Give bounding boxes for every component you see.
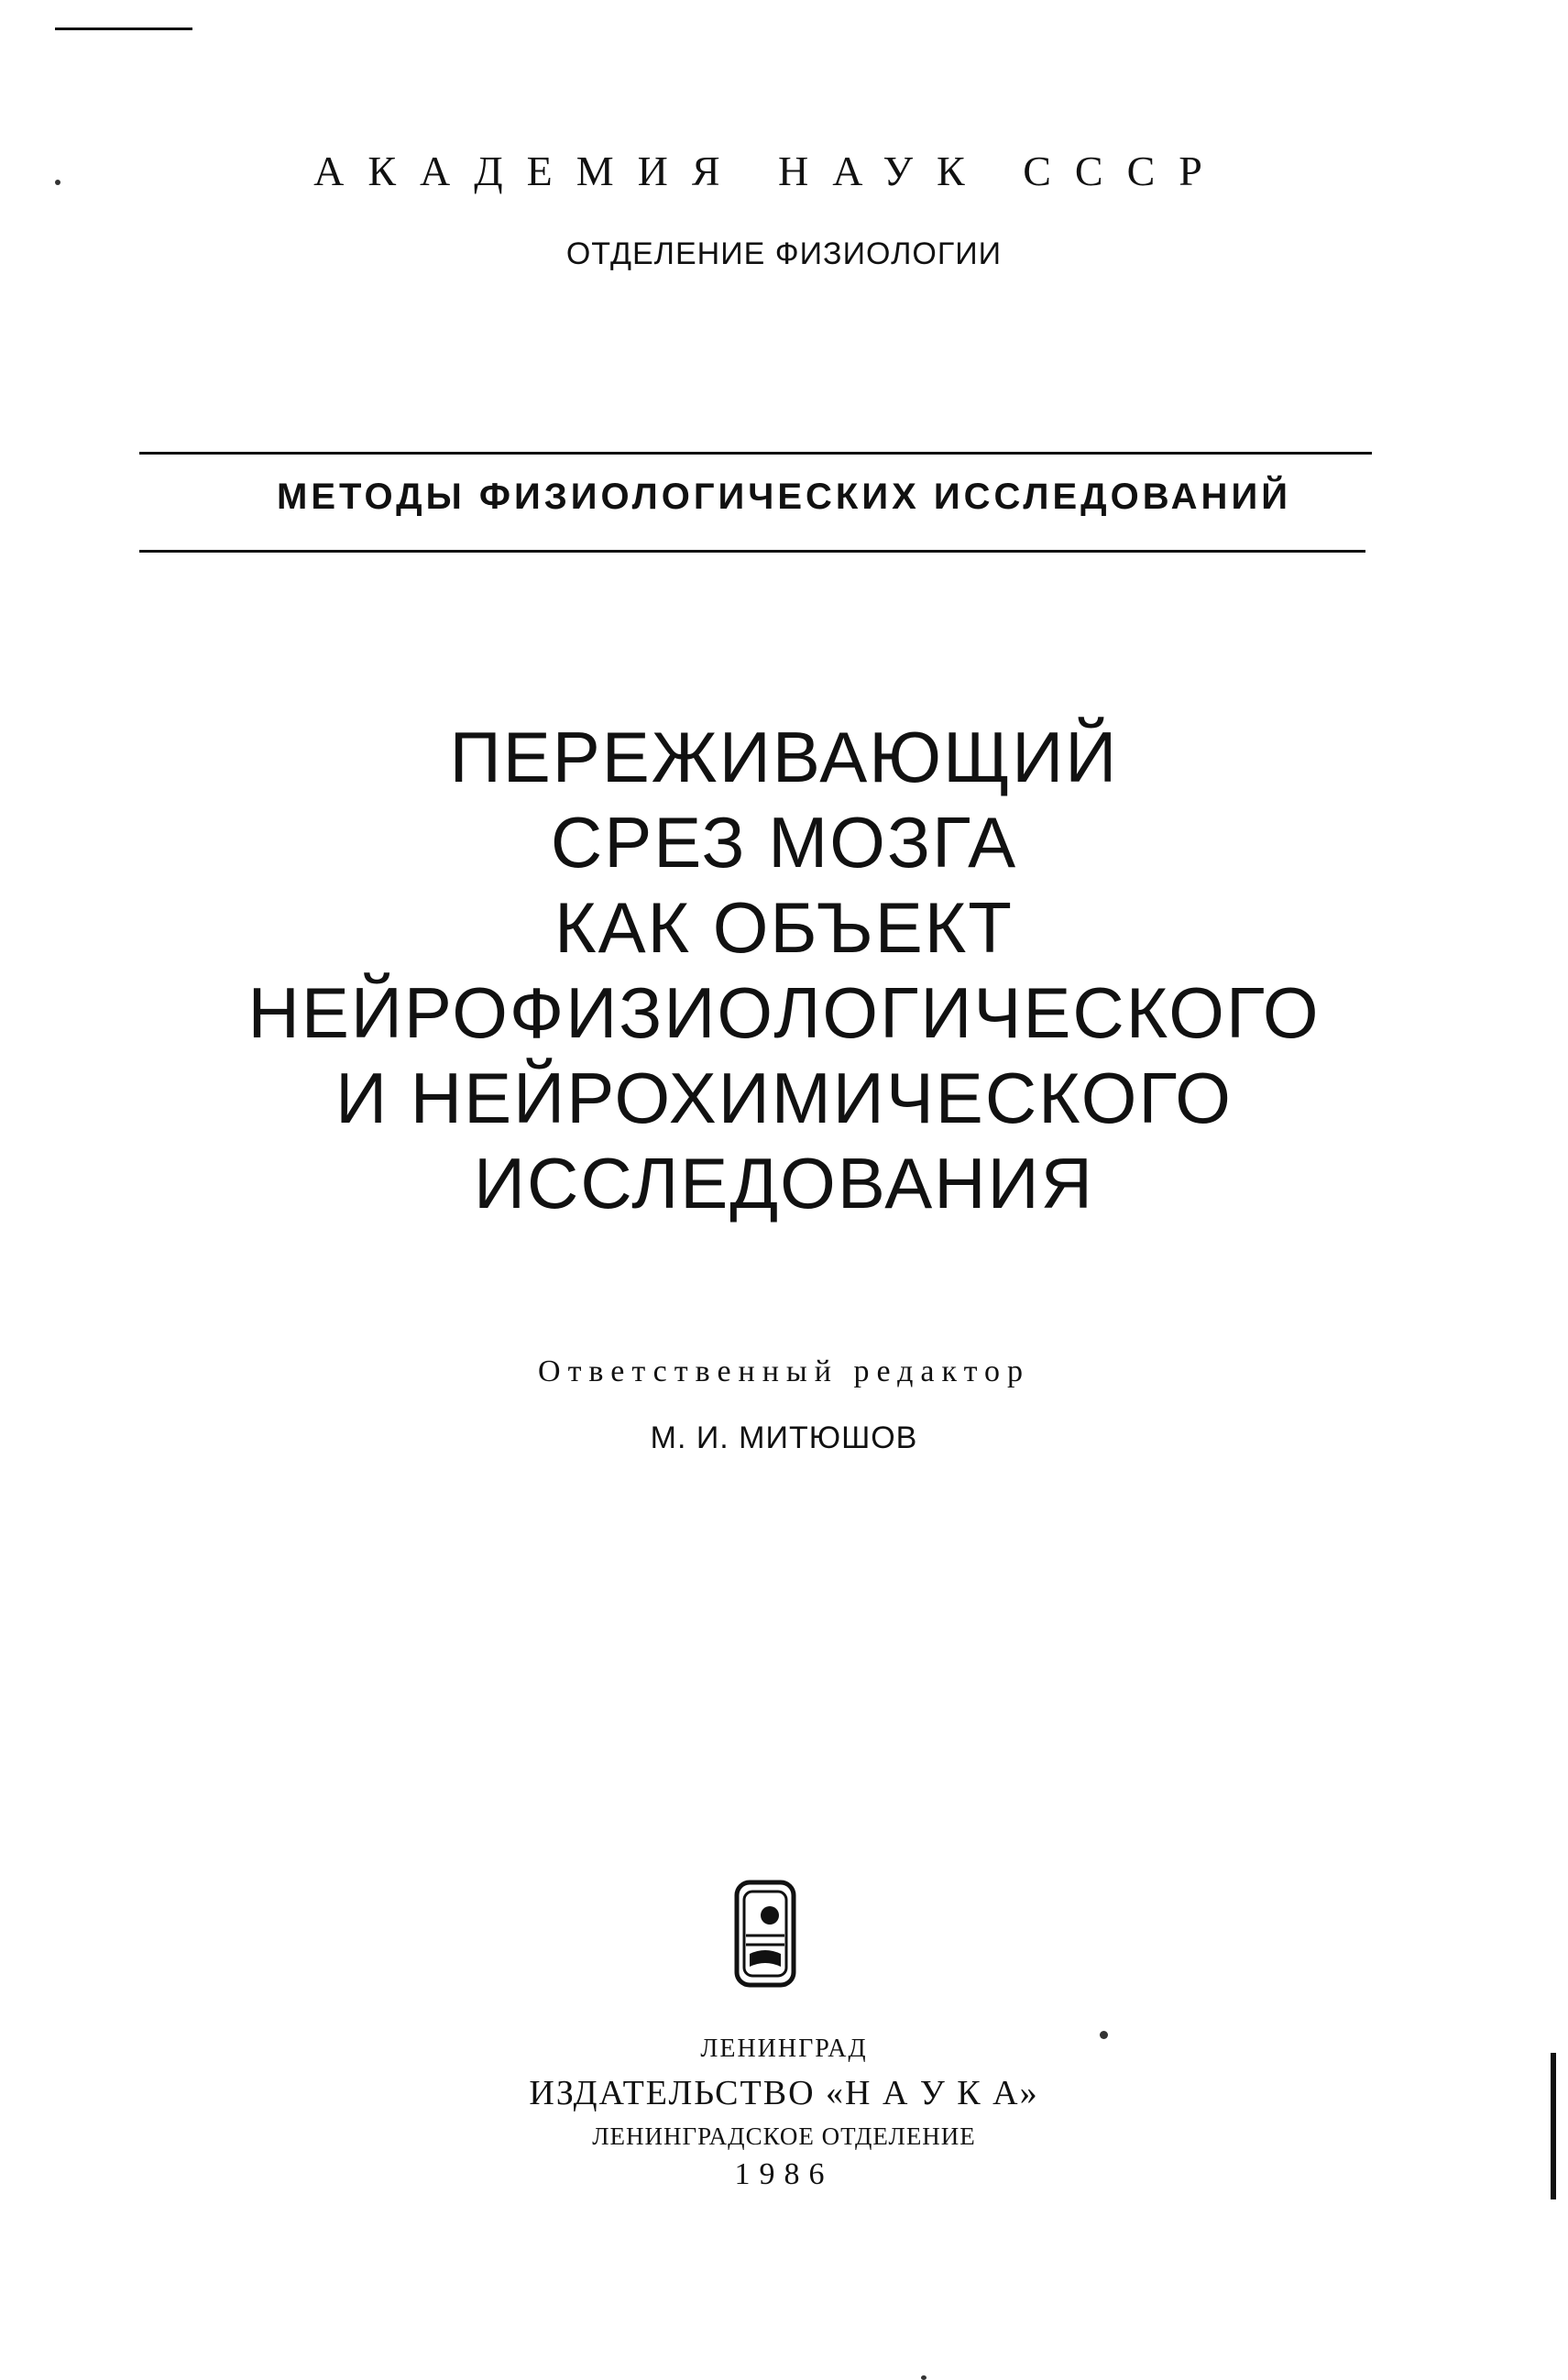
title-line: ПЕРЕЖИВАЮЩИЙ bbox=[449, 717, 1119, 797]
scan-speck bbox=[55, 180, 60, 185]
title-line: ИССЛЕДОВАНИЯ bbox=[473, 1143, 1095, 1223]
publisher-branch: ЛЕНИНГРАДСКОЕ ОТДЕЛЕНИЕ bbox=[592, 2122, 976, 2150]
book-title bbox=[0, 715, 1568, 1226]
editor-name: М. И. МИТЮШОВ bbox=[650, 1420, 918, 1455]
publisher-name: ИЗДАТЕЛЬСТВО «Н А У К А» bbox=[529, 2074, 1039, 2112]
nauka-logo-icon bbox=[733, 1879, 797, 1989]
series-top-rule bbox=[139, 452, 1372, 455]
publication-year: 1986 bbox=[734, 2157, 834, 2191]
series-title: МЕТОДЫ ФИЗИОЛОГИЧЕСКИХ ИССЛЕДОВАНИЙ bbox=[277, 477, 1291, 517]
editor-role: Ответственный редактор bbox=[538, 1355, 1030, 1388]
title-line: СРЕЗ МОЗГА bbox=[550, 802, 1018, 883]
title-line: НЕЙРОФИЗИОЛОГИЧЕСКОГО bbox=[247, 972, 1321, 1053]
title-line: И НЕЙРОХИМИЧЕСКОГО bbox=[335, 1058, 1233, 1138]
department-name: ОТДЕЛЕНИЕ ФИЗИОЛОГИИ bbox=[565, 236, 1003, 271]
title-line: КАК ОБЪЕКТ bbox=[554, 887, 1014, 968]
scan-speck bbox=[921, 2375, 927, 2380]
scan-edge-mark bbox=[55, 27, 192, 30]
academy-name: АКАДЕМИЯ НАУК СССР bbox=[313, 148, 1226, 194]
publisher-city: ЛЕНИНГРАД bbox=[700, 2035, 868, 2063]
series-bottom-rule bbox=[139, 550, 1365, 553]
